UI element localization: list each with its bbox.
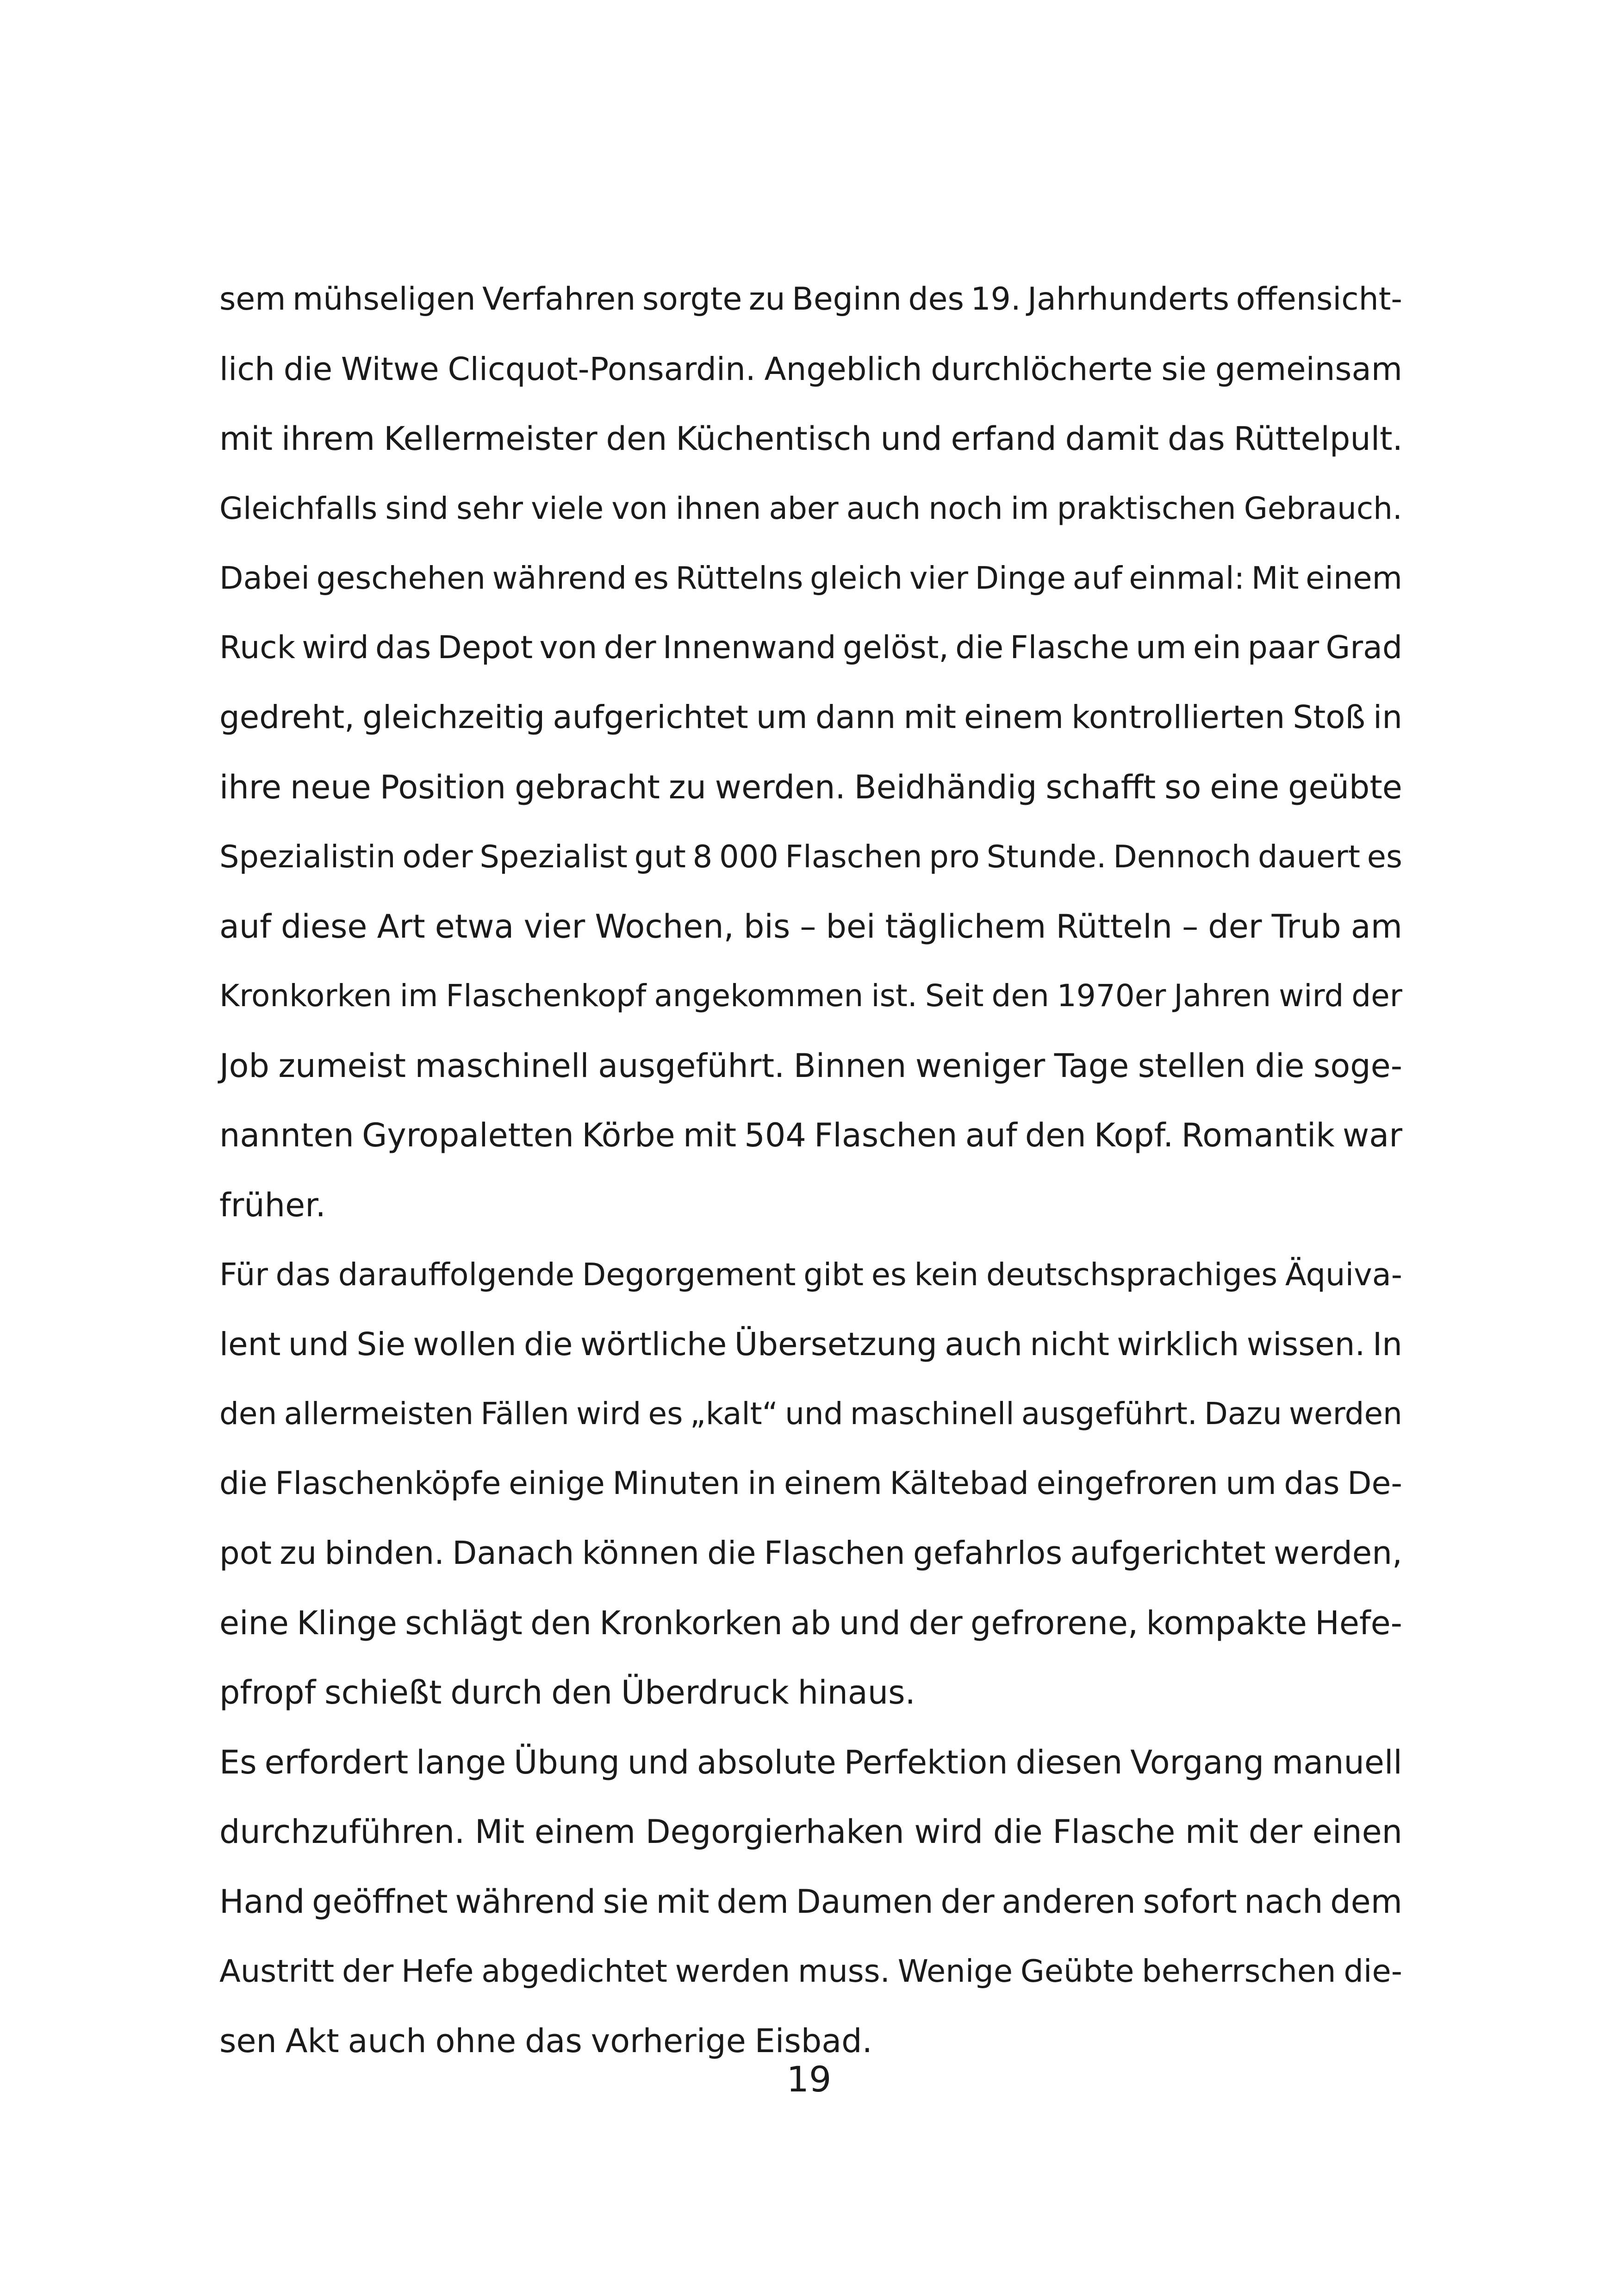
text-line: Hand geöffnet während sie mit dem Daumen der anderen sofort nach dem (219, 1882, 1402, 1921)
text-line: mit ihrem Kellermeister den Küchentisch und erfand damit das Rüttelpult. (219, 420, 1403, 458)
text-line: sen Akt auch ohne das vorherige Eisbad. (219, 2022, 872, 2060)
text-line: auf diese Art etwa vier Wochen, bis – bei täglichem Rütteln – der Trub am (219, 907, 1402, 946)
text-line: eine Klinge schlägt den Kronkorken ab und der gefrorene, kompakte Hefe- (219, 1604, 1402, 1642)
text-line: Gleichfalls sind sehr viele von ihnen aber auch noch im praktischen Gebrauch. (219, 490, 1402, 526)
page-number: 19 (786, 2059, 832, 2100)
text-line: Dabei geschehen während es Rüttelns gleich vier Dinge auf einmal: Mit einem (219, 560, 1402, 596)
text-line: Kronkorken im Flaschenkopf angekommen ist. Seit den 1970er Jahren wird der (219, 978, 1402, 1014)
text-line: den allermeisten Fällen wird es „kalt“ und maschinell ausgeführt. Dazu werden (219, 1396, 1402, 1431)
text-line: Job zumeist maschinell ausgeführt. Binnen weniger Tage stellen die soge- (219, 1046, 1402, 1085)
text-line: ihre neue Position gebracht zu werden. Beidhändig schafft so eine geübte (219, 768, 1402, 806)
text-line: Es erfordert lange Übung und absolute Perfektion diesen Vorgang manuell (219, 1743, 1402, 1781)
text-line: Austritt der Hefe abgedichtet werden muss. Wenige Geübte beherrschen die- (219, 1953, 1402, 1989)
text-line: Ruck wird das Depot von der Innenwand gelöst, die Flasche um ein paar Grad (219, 629, 1402, 666)
text-line: sem mühseligen Verfahren sorgte zu Beginn des 19. Jahrhunderts offensicht- (219, 281, 1402, 317)
text-line: gedreht, gleichzeitig aufgerichtet um dann mit einem kontrollierten Stoß in (219, 699, 1402, 736)
text-line: lent und Sie wollen die wörtliche Übersetzung auch nicht wirklich wissen. In (219, 1325, 1402, 1363)
text-line: die Flaschenköpfe einige Minuten in einem Kältebad eingefroren um das De- (219, 1465, 1402, 1502)
text-line: durchzuführen. Mit einem Degorgierhaken wird die Flasche mit der einen (219, 1813, 1402, 1851)
text-line: pot zu binden. Danach können die Flaschen gefahrlos aufgerichtet werden, (219, 1535, 1402, 1572)
text-line: pfropf schießt durch den Überdruck hinaus. (219, 1674, 915, 1711)
text-line: Spezialistin oder Spezialist gut 8 000 Flaschen pro Stunde. Dennoch dauert es (219, 839, 1402, 875)
body-text (219, 265, 1402, 2076)
text-line: Für das darauffolgende Degorgement gibt es kein deutschsprachiges Äquiva- (219, 1257, 1402, 1293)
text-line: früher. (219, 1186, 326, 1224)
text-line: lich die Witwe Clicquot-Ponsardin. Angeblich durchlöcherte sie gemeinsam (219, 350, 1402, 388)
text-line: nannten Gyropaletten Körbe mit 504 Flaschen auf den Kopf. Romantik war (219, 1116, 1402, 1154)
